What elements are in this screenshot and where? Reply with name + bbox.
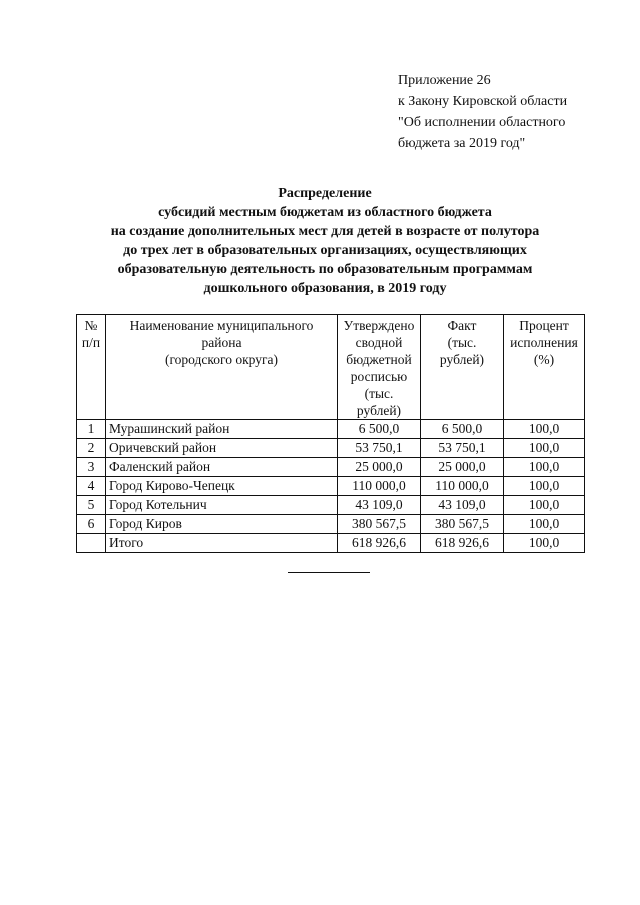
appendix-line: "Об исполнении областного bbox=[398, 115, 566, 130]
appendix-line: к Закону Кировской области bbox=[398, 94, 568, 109]
table-row: 4 Город Кирово-Чепецк 110 000,0 110 000,0 100,0 bbox=[77, 477, 585, 496]
appendix-line: Приложение 26 bbox=[398, 73, 491, 88]
table-row: 6 Город Киров 380 567,5 380 567,5 100,0 bbox=[77, 515, 585, 534]
header-percent: Процент исполнения (%) bbox=[504, 315, 585, 420]
subsidy-table bbox=[76, 314, 585, 553]
title-line: образовательную деятельность по образовательным программам bbox=[117, 262, 533, 277]
appendix-note bbox=[398, 70, 638, 154]
total-row: Итого 618 926,6 618 926,6 100,0 bbox=[77, 534, 585, 553]
header-approved: Утверждено сводной бюджетной росписью (тыс. рублей) bbox=[338, 315, 421, 420]
table-row: 5 Город Котельнич 43 109,0 43 109,0 100,0 bbox=[77, 496, 585, 515]
title-line: дошкольного образования, в 2019 году bbox=[203, 281, 447, 296]
document-title bbox=[60, 184, 590, 298]
title-line: субсидий местным бюджетам из областного бюджета bbox=[158, 205, 492, 220]
title-line: до трех лет в образовательных организациях, осуществляющих bbox=[123, 243, 527, 258]
table-header-row bbox=[77, 315, 585, 420]
table-row: 1 Мурашинский район 6 500,0 6 500,0 100,0 bbox=[77, 420, 585, 439]
table-row: 2 Оричевский район 53 750,1 53 750,1 100,0 bbox=[77, 439, 585, 458]
header-fact: Факт (тыс. рублей) bbox=[421, 315, 504, 420]
header-number: № п/п bbox=[77, 315, 106, 420]
appendix-line: бюджета за 2019 год" bbox=[398, 136, 526, 151]
end-divider bbox=[288, 572, 370, 573]
table-row: 3 Фаленский район 25 000,0 25 000,0 100,0 bbox=[77, 458, 585, 477]
header-municipality: Наименование муниципального района (городского округа) bbox=[106, 315, 338, 420]
title-line: на создание дополнительных мест для детей в возрасте от полутора bbox=[110, 224, 540, 239]
title-line: Распределение bbox=[278, 186, 372, 201]
